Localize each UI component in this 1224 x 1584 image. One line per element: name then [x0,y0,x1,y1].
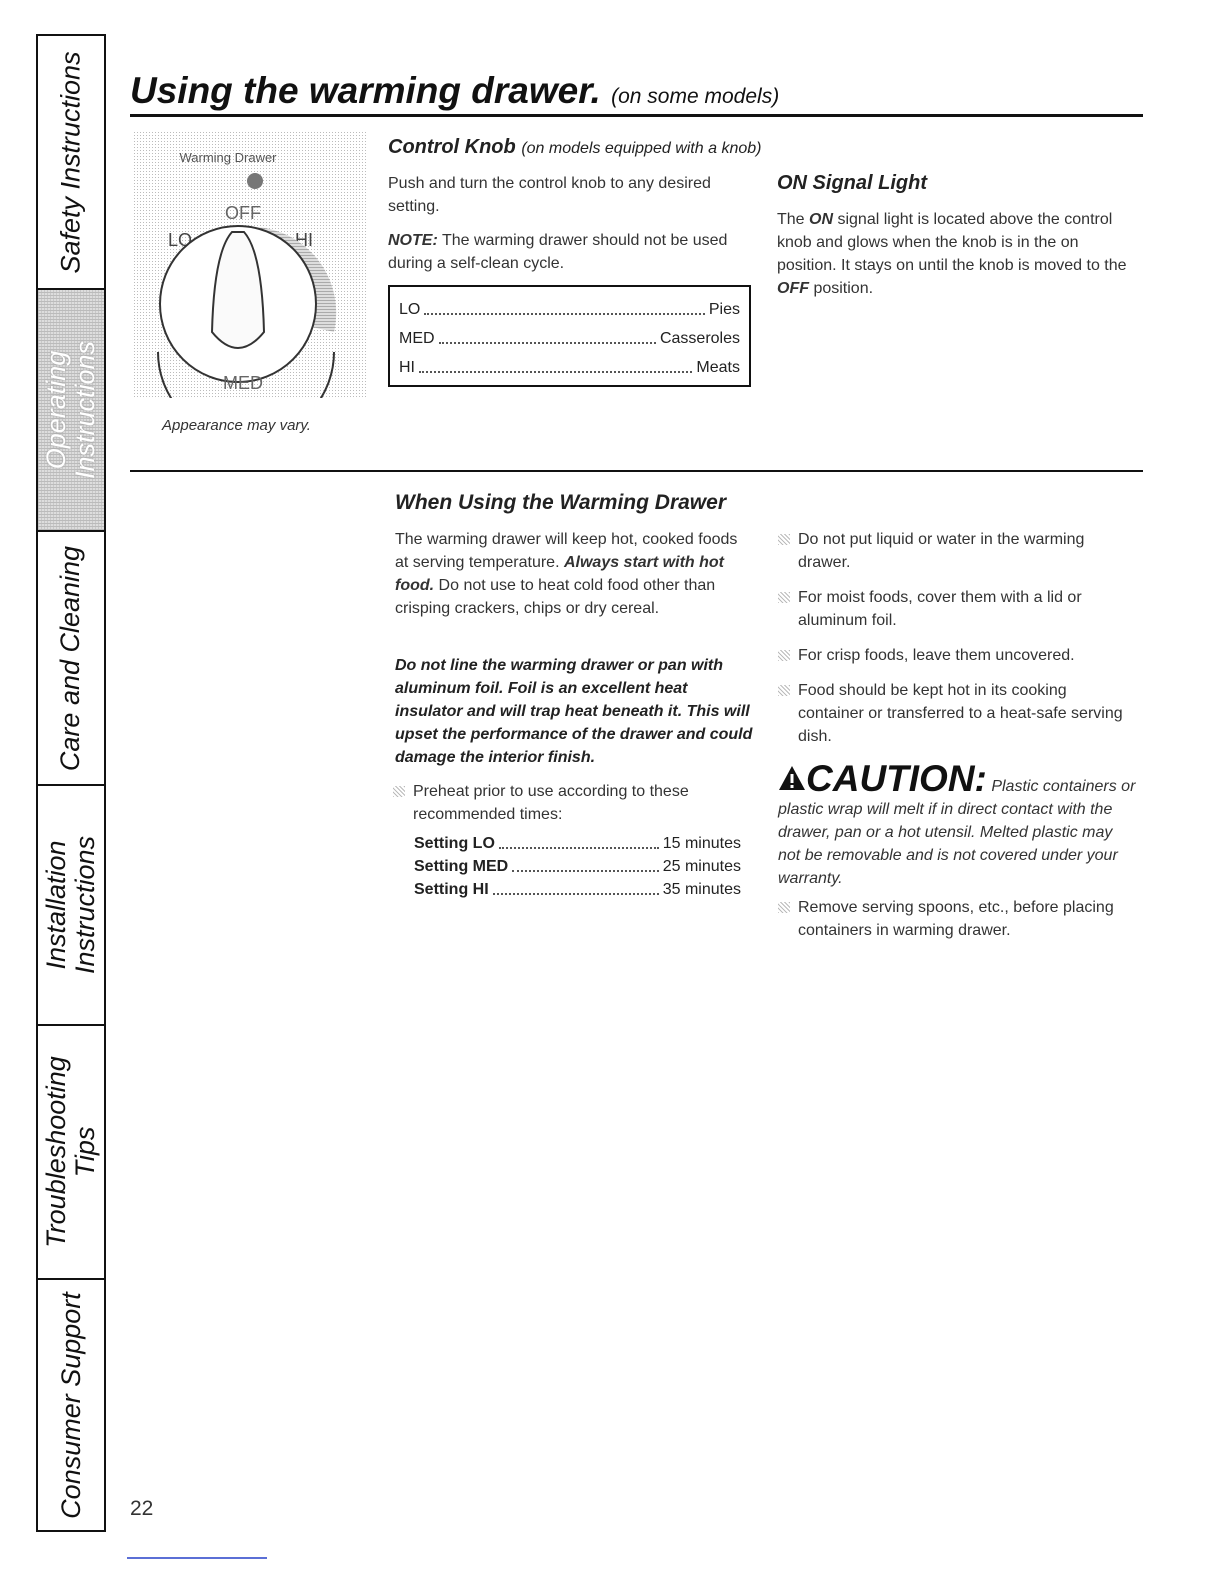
setting-key: HI [399,359,415,376]
list-item: For crisp foods, leave them uncovered. [778,644,1128,667]
knob-off-label: OFF [225,203,261,223]
control-knob-body: Push and turn the control knob to any desired setting. [388,175,711,215]
settings-row [399,324,740,353]
title-rule [130,114,1143,117]
page-number: 22 [130,1497,154,1520]
tab-label: Care and Cleaning [55,545,86,771]
note-label: NOTE: [388,232,438,249]
knob-hi-label: HI [295,230,313,250]
using-paragraph: The warming drawer will keep hot, cooked foods at serving temperature. Always start with hot food. Do not use to heat cold food other than crisping crackers, chips or dry cereal. [395,531,738,617]
tab-care-and-cleaning[interactable] [38,532,104,786]
foil-warning: Do not line the warming drawer or pan with aluminum foil. Foil is an excellent heat insulator and will trap heat beneath it. This will upset the performance of the drawer and could damage the interior finish. [395,657,753,766]
figure-caption: Appearance may vary. [162,417,311,434]
tab-operating-instructions[interactable] [38,290,104,532]
setting-value: Casseroles [659,330,740,347]
tab-safety-instructions[interactable] [38,36,104,290]
setting-value: Meats [696,359,740,376]
warning-icon [778,765,806,791]
preheat-times-table [414,832,741,901]
caution-text: Plastic containers or plastic wrap will melt if in direct contact with the drawer, pan or a hot utensil. Melted plastic may not be removable and is not covered under your warranty. [778,778,1136,887]
list-item: For moist foods, cover them with a lid or aluminum foil. [778,586,1128,632]
note-text: The warming drawer should not be used during a self-clean cycle. [388,232,728,272]
page-title-subtitle: (on some models) [611,85,780,108]
knob-med-label: MED [223,373,263,393]
tab-label: Consumer Support [55,1291,86,1519]
tab-label-line2: Instructions [70,340,100,480]
setting-key: MED [399,330,435,347]
control-knob-heading-text: Control Knob [388,136,516,158]
tab-troubleshooting-tips[interactable] [38,1026,104,1280]
caution-title: CAUTION: [778,758,987,799]
settings-row [399,295,740,324]
times-row: Setting HI 35 minutes [414,878,741,901]
list-item: Food should be kept hot in its cooking container or transferred to a heat-safe serving dish. [778,679,1128,748]
knob-svg [134,132,366,398]
bullet-icon [778,534,790,545]
section-sidebar [36,34,106,1532]
setting-value: Pies [708,301,740,318]
signal-light-body: The ON signal light is located above the control knob and glows when the knob is in the on position. It stays on until the knob is moved to the OFF position. [777,211,1127,297]
list-item: Preheat prior to use according to these recommended times: [393,780,738,826]
settings-row [399,353,740,382]
tab-label: Troubleshooting [41,1056,71,1248]
bullet-icon [778,650,790,661]
list-item: Do not put liquid or water in the warming drawer. [778,528,1128,574]
caution-block [778,760,1138,890]
setting-key: LO [399,301,421,318]
tab-installation-instructions[interactable] [38,786,104,1026]
control-knob-note [388,229,738,275]
tab-label: Operating [41,350,71,470]
bullet-icon [778,902,790,913]
control-knob-heading [388,136,761,159]
tab-label: Safety Instructions [55,50,86,274]
signal-light-icon [247,173,263,189]
tab-label: Installation [41,840,71,970]
tab-label-line2: Tips [70,1126,100,1178]
section-rule [130,470,1143,472]
signal-light-heading: ON Signal Light [777,172,927,194]
page-title [130,70,779,112]
page-title-text: Using the warming drawer. [130,70,601,111]
tab-consumer-support[interactable] [38,1280,104,1530]
bullet-icon [778,592,790,603]
bullet-icon [778,685,790,696]
settings-table [388,285,751,387]
list-item: Remove serving spoons, etc., before placing containers in warming drawer. [778,896,1128,942]
bullet-icon [393,786,405,797]
times-row: Setting MED 25 minutes [414,855,741,878]
tab-label-line2: Instructions [70,835,100,975]
knob-lo-label: LO [167,230,193,250]
using-heading: When Using the Warming Drawer [395,491,726,514]
control-knob-heading-sub: (on models equipped with a knob) [521,140,762,157]
knob-illustration [134,132,366,398]
times-row: Setting LO 15 minutes [414,832,741,855]
panel-label: Warming Drawer [179,150,277,165]
footer-link-bar [127,1557,267,1559]
